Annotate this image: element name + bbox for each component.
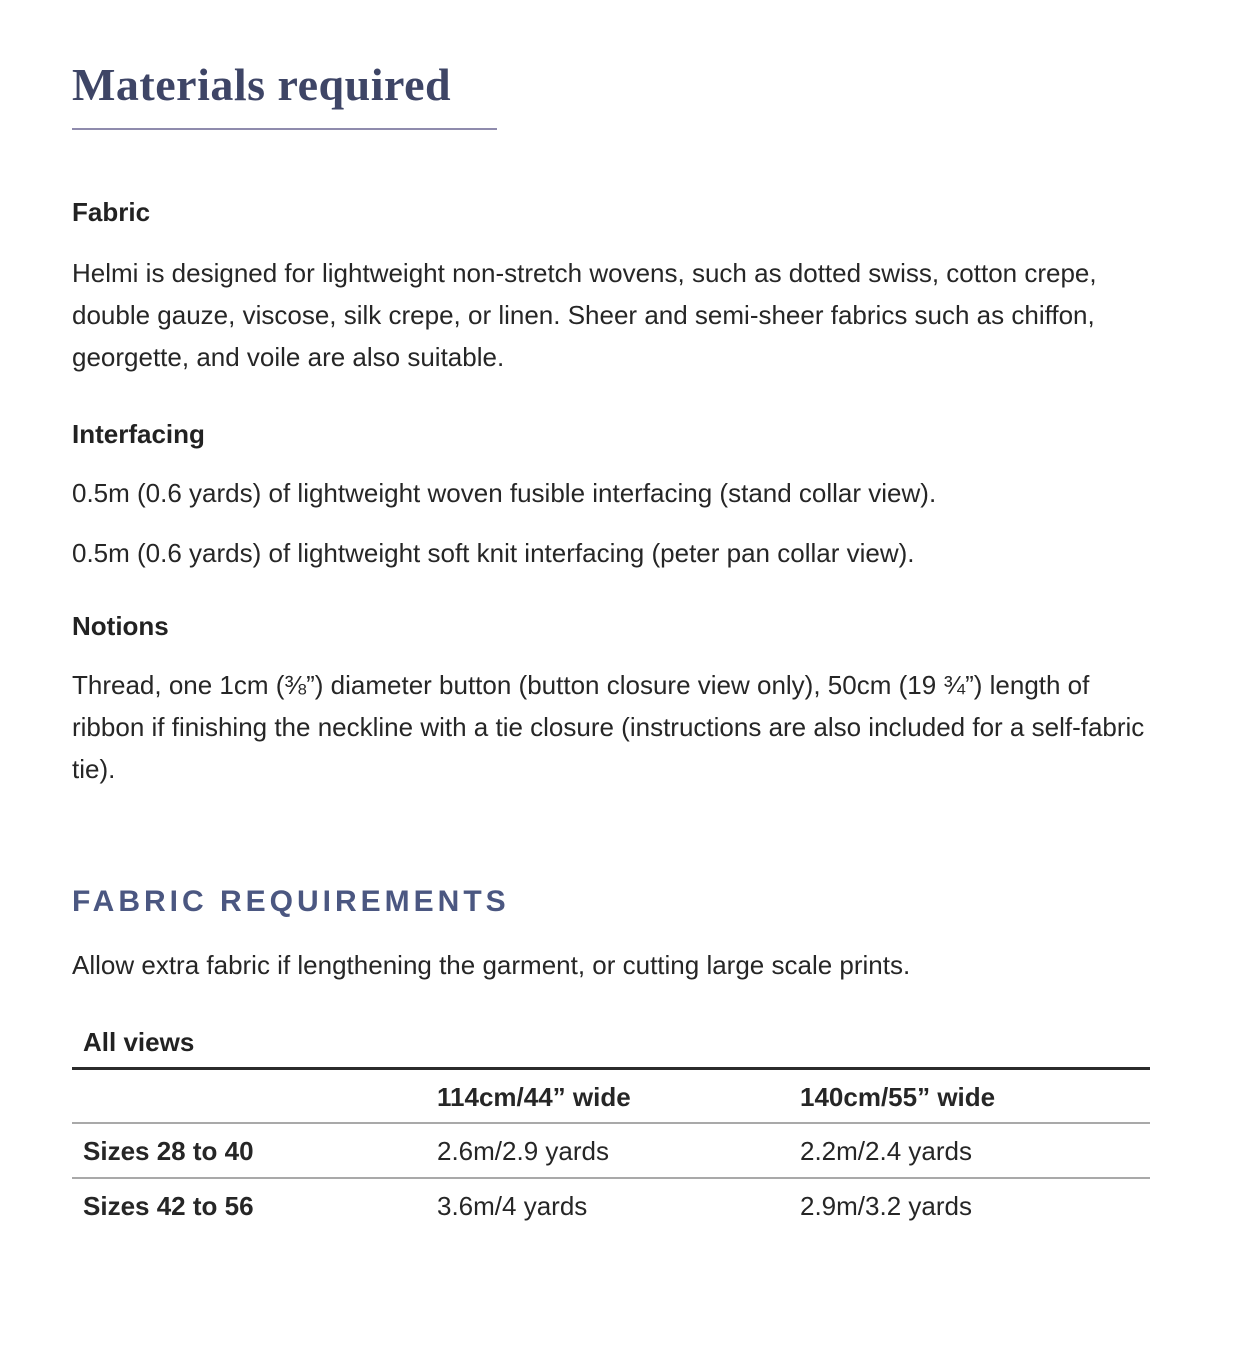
fabric-paragraph: Helmi is designed for lightweight non-stretch wovens, such as dotted swiss, cotton crepe, double gauze, viscose, silk crepe, or linen. Sheer and semi-sheer fabrics such as chiffon, georgette, and voile are also suitable. [72,258,1097,372]
table-header-empty [72,1070,437,1123]
title-underline [72,128,497,130]
page-title: Materials required [72,59,452,110]
table-header-width-114: 114cm/44” wide [437,1070,800,1123]
notions-heading: Notions [72,611,169,641]
fabric-requirements-note: Allow extra fabric if lengthening the garment, or cutting large scale prints. [72,950,911,980]
interfacing-heading: Interfacing [72,419,205,449]
table-caption: All views [72,1026,1150,1070]
notions-paragraph: Thread, one 1cm (⅜”) diameter button (button closure view only), 50cm (19 ¾”) length of ribbon if finishing the neckline with a tie closure (instructions are also included for a self-fabric tie). [72,670,1145,784]
table-header-width-140: 140cm/55” wide [800,1070,1150,1123]
row-label-sizes-28-40: Sizes 28 to 40 [72,1123,437,1178]
section-interfacing [72,418,1150,574]
cell-sizes-28-40-140: 2.2m/2.4 yards [800,1123,1150,1178]
fabric-heading: Fabric [72,197,151,227]
cell-sizes-42-56-114: 3.6m/4 yards [437,1191,588,1221]
cell-sizes-28-40-114: 2.6m/2.9 yards [437,1123,800,1178]
table-header-row [72,1070,1150,1123]
interfacing-paragraph-2: 0.5m (0.6 yards) of lightweight soft knit interfacing (peter pan collar view). [72,538,915,568]
fabric-requirements-table [72,1026,1150,1232]
table-row [72,1123,1150,1178]
section-notions [72,610,1150,790]
section-fabric [72,196,1150,378]
fabric-requirements-heading: FABRIC REQUIREMENTS [72,885,510,918]
interfacing-paragraph-1: 0.5m (0.6 yards) of lightweight woven fusible interfacing (stand collar view). [72,478,937,508]
cell-sizes-42-56-140: 2.9m/3.2 yards [800,1191,972,1221]
table-row [72,1178,1150,1232]
row-label-sizes-42-56: Sizes 42 to 56 [83,1191,254,1221]
